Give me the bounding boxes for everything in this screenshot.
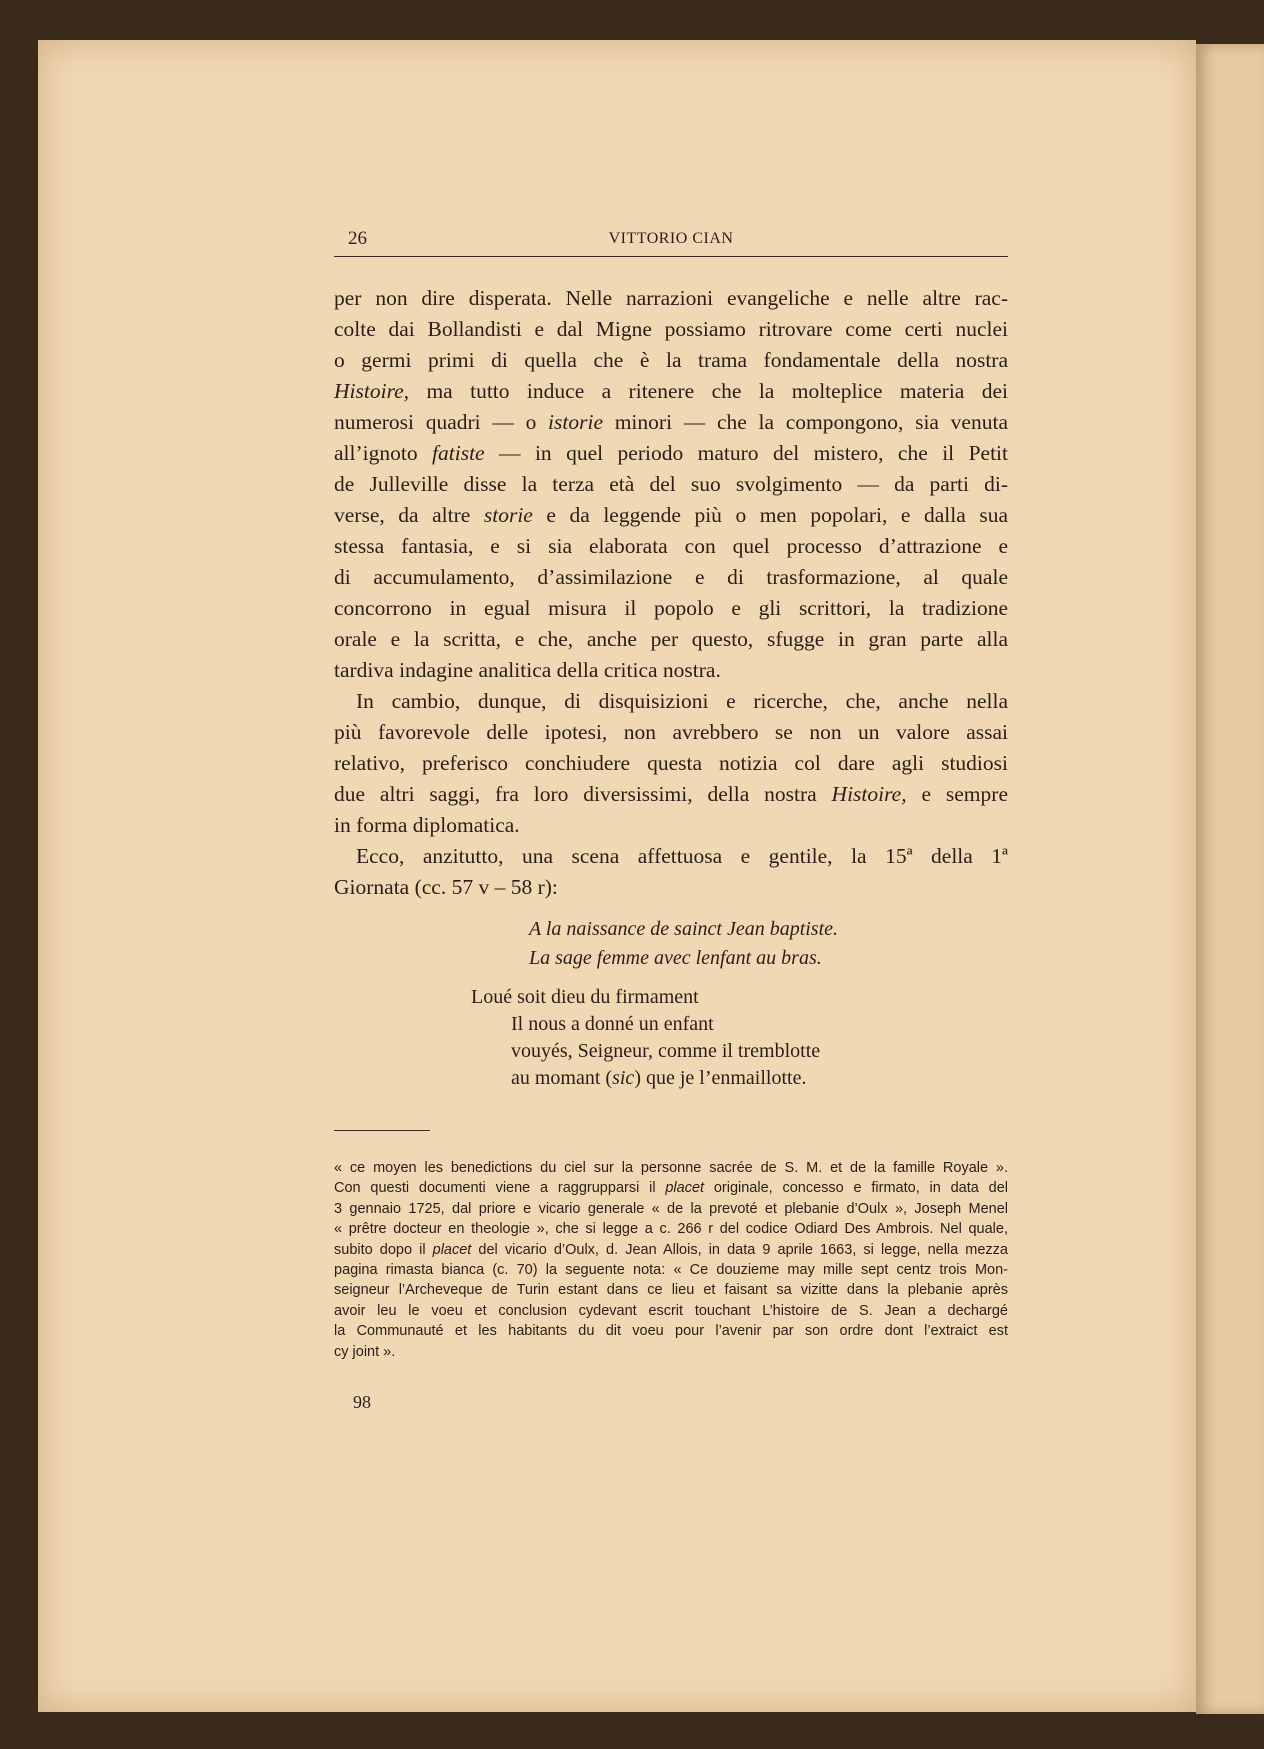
text-run: e sempre [906,782,1008,806]
text-run: au momant ( [511,1067,613,1089]
footnote-line [334,1158,1008,1178]
text-line [334,469,1008,500]
text-run: pagina rimasta bianca (c. 70) la seguente nota: « Ce douzieme may mille sept centz trois Mon- [334,1261,1008,1278]
text-run: colte dai Bollandisti e dal Migne possiamo ritrovare come certi nuclei [334,317,1008,341]
text-run: seigneur l’Archeveque de Turin estant dans ce lieu et faisant sa vizitte dans la plebanie après [334,1282,1008,1299]
text-run: la Communauté et les habitants du dit voeu pour l’avenir par son ordre dont l’extraict est [334,1323,1008,1340]
stage-direction-line: A la naissance de sainct Jean baptiste. [529,918,839,940]
folio-number: 98 [353,1392,371,1412]
text-run: Con questi documenti viene a raggrupparsi il [334,1180,666,1197]
text-run: ) que je l’enmaillotte. [634,1067,807,1089]
text-line [334,283,1008,314]
text-line [334,686,1008,717]
text-line [334,376,1008,407]
text-line [334,314,1008,345]
text-run: Giornata (cc. 57 v – 58 r): [334,875,558,899]
footnote [334,1158,1008,1362]
text-run: Loué soit dieu du firmament [471,986,699,1008]
italic-text: sic [612,1067,635,1089]
footnote-line [334,1199,1008,1219]
text-line [334,779,1008,810]
text-line [334,717,1008,748]
text-run: verse, da altre [334,503,484,527]
text-run: minori — che la compongono, sia venuta [603,410,1008,434]
text-run: per non dire disperata. Nelle narrazioni evangeliche e nelle altre rac- [334,286,1008,310]
text-line [334,438,1008,469]
text-run: stessa fantasia, e si sia elaborata con quel processo d’attrazione e [334,534,1008,558]
text-run: o germi primi di quella che è la trama fondamentale della nostra [334,348,1008,372]
footnote-line [334,1260,1008,1280]
text-run: Ecco, anzitutto, una scena affettuosa e gentile, la 15ª della 1ª [356,844,1008,868]
text-run: originale, concesso e firmato, in data del [704,1180,1008,1197]
text-line [334,531,1008,562]
text-run: « ce moyen les benedictions du ciel sur la personne sacrée de S. M. et de la famille Royale ». [334,1160,1008,1176]
footnote-line [334,1240,1008,1260]
text-run: all’ignoto [334,441,433,465]
text-run: — in quel periodo maturo del mistero, che il Petit [484,441,1008,465]
text-run: de Julleville disse la terza età del suo svolgimento — da parti di- [334,472,1008,496]
italic-text: Histoire, [334,379,410,403]
body-text [334,283,1008,903]
text-run: In cambio, dunque, di disquisizioni e ricerche, che, anche nella [356,689,1008,713]
text-run: in forma diplomatica. [334,813,520,837]
text-run: 3 gennaio 1725, dal priore e vicario generale « de la prevoté et plebanie d’Oulx », Joseph Menel [334,1200,1008,1217]
footnote-line [334,1342,1008,1362]
text-line [334,872,1008,903]
text-run: Il nous a donné un enfant [511,1013,714,1035]
text-run: cy joint ». [334,1343,396,1360]
text-run: e da leggende più o men popolari, e dalla sua [532,503,1008,527]
footnote-rule [334,1130,430,1131]
running-header [334,228,1008,252]
text-run: del vicario d’Oulx, d. Jean Allois, in data 9 aprile 1663, si legge, nella mezza [471,1241,1008,1258]
footnote-line [334,1280,1008,1300]
text-line [334,562,1008,593]
text-run: vouyés, Seigneur, comme il tremblotte [511,1040,821,1062]
italic-text: placet [432,1241,472,1258]
italic-text: istorie [548,410,603,434]
footnote-line [334,1301,1008,1321]
text-line [334,624,1008,655]
page-number: 26 [348,228,367,249]
running-title: VITTORIO CIAN [608,230,734,247]
text-run: orale e la scritta, e che, anche per questo, sfugge in gran parte alla [334,627,1008,651]
footnote-line [334,1178,1008,1198]
verse-line [511,1067,806,1090]
header-rule [334,256,1008,257]
verse-line [511,1040,820,1063]
text-run: due altri saggi, fra loro diversissimi, della nostra [334,782,832,806]
text-line [334,748,1008,779]
text-line [334,841,1008,872]
footnote-line [334,1321,1008,1341]
text-run: avoir leu le voeu et conclusion cydevant escrit touchant L’histoire de S. Jean a dechargé [334,1302,1008,1319]
verse-line [511,1013,714,1036]
italic-text: placet [665,1180,705,1197]
text-run: ma tutto induce a ritenere che la molteplice materia dei [409,379,1008,403]
text-run: tardiva indagine analitica della critica nostra. [334,658,721,682]
italic-text: Histoire, [831,782,907,806]
text-line [334,500,1008,531]
text-run: « prêtre docteur en theologie », che si legge a c. 266 r del codice Odiard Des Ambrois. Nel quale, [334,1221,1008,1238]
text-run: concorrono in egual misura il popolo e gli scrittori, la tradizione [334,596,1008,620]
text-run: di accumulamento, d’assimilazione e di trasformazione, al quale [334,565,1008,589]
text-line [334,810,1008,841]
text-line [334,593,1008,624]
footnote-line [334,1219,1008,1239]
facing-page-edge [1196,44,1264,1714]
text-line [334,407,1008,438]
text-run: numerosi quadri — o [334,410,549,434]
verse-line [471,986,699,1009]
text-run: più favorevole delle ipotesi, non avrebbero se non un valore assai [334,720,1008,744]
text-line [334,345,1008,376]
stage-direction-line: La sage femme avec lenfant au bras. [529,947,822,969]
italic-text: storie [483,503,533,527]
text-run: relativo, preferisco conchiudere questa notizia col dare agli studiosi [334,751,1008,775]
text-line [334,655,1008,686]
text-run: subito dopo il [334,1241,433,1258]
italic-text: fatiste [432,441,485,465]
